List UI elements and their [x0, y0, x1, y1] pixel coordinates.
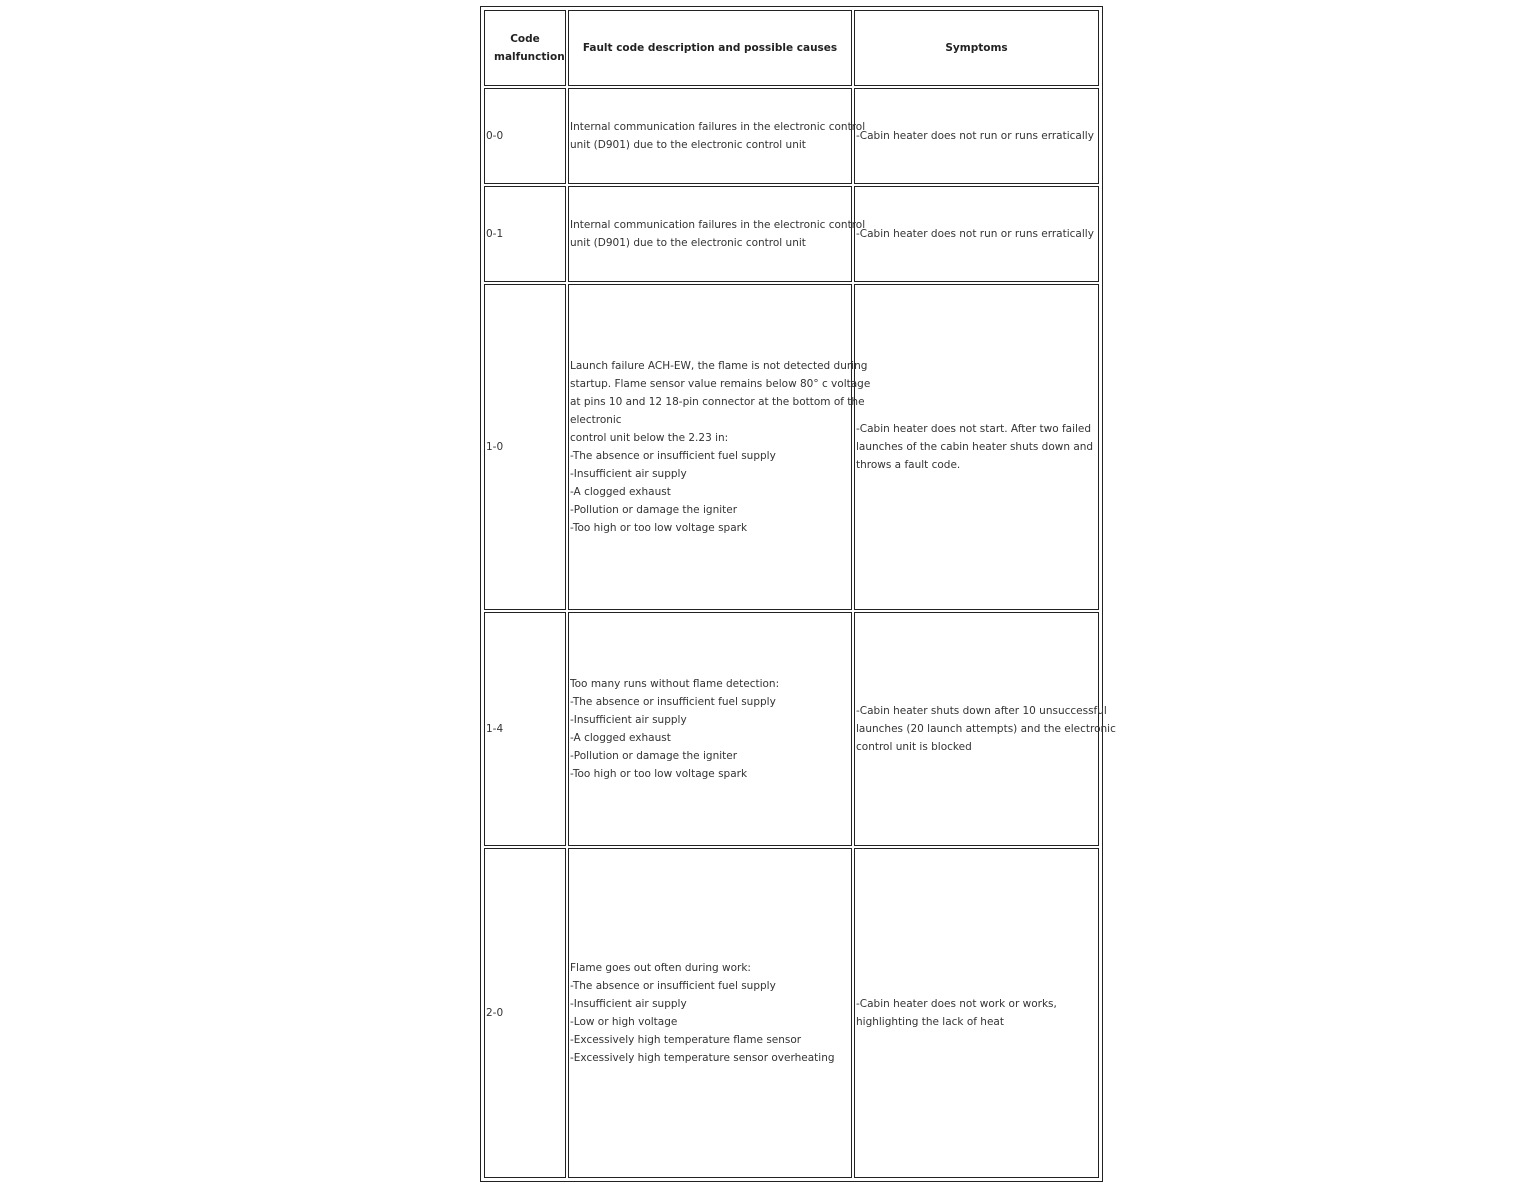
cell-description: Launch failure ACH-EW, the flame is not detected during startup. Flame sensor value remains below 80° c voltage at pins 10 and 12 18-pin connector at the bottom of the electronic control unit below the 2.23 in: -The absence or insufficient fuel supply -Insufficient air supply -A clogged exhaust -Pollution or damage the igniter -Too high or too low voltage spark — [568, 284, 852, 610]
table-row — [484, 284, 1099, 610]
cell-symptoms: -Cabin heater does not run or runs erratically — [854, 88, 1099, 184]
cell-code: 1-0 — [484, 284, 566, 610]
cell-description: Flame goes out often during work: -The absence or insufficient fuel supply -Insufficient air supply -Low or high voltage -Excessively high temperature flame sensor -Excessively high temperature sensor overheating — [568, 848, 852, 1178]
table-row — [484, 88, 1099, 184]
cell-description: Too many runs without flame detection: -The absence or insufficient fuel supply -Insufficient air supply -A clogged exhaust -Pollution or damage the igniter -Too high or too low voltage spark — [568, 612, 852, 846]
cell-code: 0-1 — [484, 186, 566, 282]
header-symptoms: Symptoms — [854, 10, 1099, 86]
cell-symptoms: -Cabin heater does not run or runs erratically — [854, 186, 1099, 282]
cell-symptoms: -Cabin heater does not start. After two failed launches of the cabin heater shuts down and throws a fault code. — [854, 284, 1099, 610]
cell-symptoms: -Cabin heater does not work or works, highlighting the lack of heat — [854, 848, 1099, 1178]
table-row — [484, 612, 1099, 846]
table-row — [484, 186, 1099, 282]
header-code-malfunction: Code malfunction — [484, 10, 566, 86]
cell-description: Internal communication failures in the electronic control unit (D901) due to the electronic control unit — [568, 88, 852, 184]
cell-description: Internal communication failures in the electronic control unit (D901) due to the electronic control unit — [568, 186, 852, 282]
fault-code-table-container — [480, 6, 1116, 1182]
table-header-row — [484, 10, 1099, 86]
cell-code: 0-0 — [484, 88, 566, 184]
cell-code: 2-0 — [484, 848, 566, 1178]
table-row — [484, 848, 1099, 1178]
cell-code: 1-4 — [484, 612, 566, 846]
fault-code-table — [482, 8, 1116, 1180]
cell-symptoms: -Cabin heater shuts down after 10 unsuccessful launches (20 launch attempts) and the electronic control unit is blocked — [854, 612, 1099, 846]
header-fault-description: Fault code description and possible causes — [568, 10, 852, 86]
